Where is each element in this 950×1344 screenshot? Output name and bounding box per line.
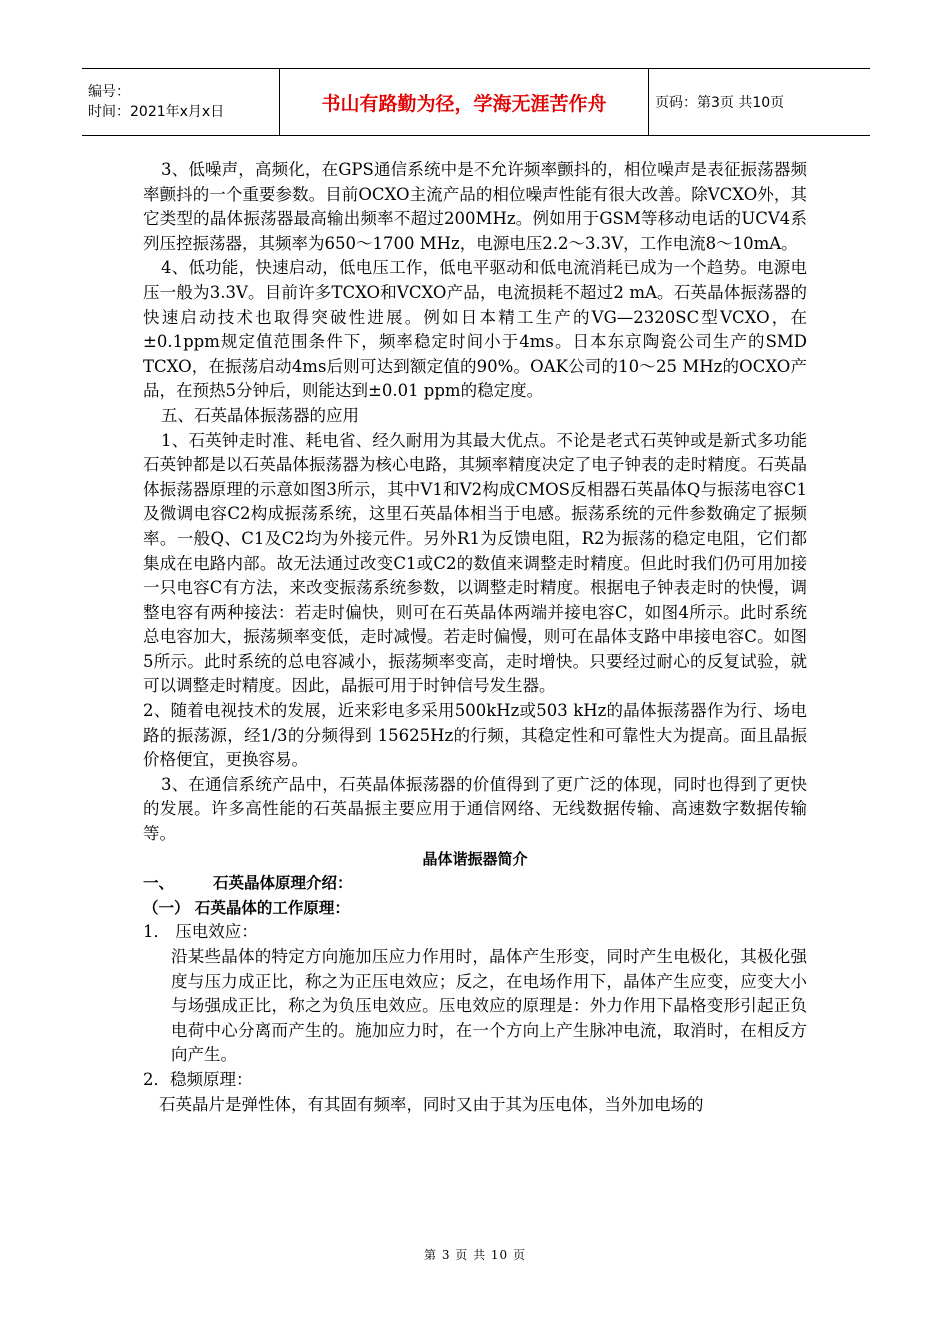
number-label: 编号：: [88, 84, 130, 100]
item-1-body: 沿某些晶体的特定方向施加压应力作用时，晶体产生形变，同时产生电极化，其极化强度与压力成正比，称之为正压电效应；反之，在电场作用下，晶体产生应变，应变大小与场强成正比，称之为负压电效应。压电效应的原理是：外力作用下晶格变形引起正负电荷中心分离而产生的。施加应力时，在一个方向上产生脉冲电流，取消时，在相反方向产生。: [171, 947, 807, 1065]
item-2-body: 石英晶片是弹性体，有其固有频率，同时又由于其为压电体，当外加电场的: [159, 1094, 704, 1114]
item-2-title: 2．稳频原理：: [143, 1069, 253, 1089]
header-table: [82, 68, 870, 136]
motto: 书山有路勤为径，学海无涯苦作舟: [280, 69, 649, 136]
paragraph: 4、低功能，快速启动，低电压工作，低电平驱动和低电流消耗已成为一个趋势。电源电压一般为3.3V。目前许多TCXO和VCXO产品，电流损耗不超过2 mA。石英晶体振荡器的快速启动技术也取得突破性进展。例如日本精工生产的VG—2320SC型VCXO，在±0.1ppm规定值范围条件下，频率稳定时间小于4ms。日本东京陶瓷公司生产的SMD TCXO，在振荡启动4ms后则可达到额定值的90%。OAK公司的10～25 MHz的OCXO产品，在预热5分钟后，则能达到±0.01 ppm的稳定度。: [143, 258, 807, 401]
time-label: 时间：2021年x月x日: [88, 104, 225, 120]
heading-1-number: 一、: [143, 874, 175, 893]
header-meta: [82, 69, 280, 136]
section-title: 晶体谐振器简介: [422, 849, 528, 868]
paragraph: 3、在通信系统产品中，石英晶体振荡器的价值得到了更广泛的体现，同时也得到了更快的发展。许多高性能的石英晶振主要应用于通信网络、无线数据传输、高速数字数据传输等。: [143, 774, 807, 844]
paragraph: 2、随着电视技术的发展，近来彩电多采用500kHz或503 kHz的晶体振荡器作为行、场电路的振荡源，经1/3的分频得到 15625Hz的行频，其稳定性和可靠性大为提高。面且晶振价格便宜，更换容易。: [143, 701, 807, 770]
item-1-title: 1． 压电效应：: [143, 922, 258, 942]
page-footer: 第 3 页 共 10 页: [424, 1248, 526, 1262]
document-body: [143, 158, 807, 1117]
heading-2: （一） 石英晶体的工作原理：: [143, 898, 350, 917]
paragraph: 1、石英钟走时准、耗电省、经久耐用为其最大优点。不论是老式石英钟或是新式多功能石英钟都是以石英晶体振荡器为核心电路，其频率精度决定了电子钟表的走时精度。石英晶体振荡器原理的示意如图3所示，其中V1和V2构成CMOS反相器石英晶体Q与振荡电容C1及微调电容C2构成振荡系统，这里石英晶体相当于电感。振荡系统的元件参数确定了振频率。一般Q、C1及C2均为外接元件。另外R1为反馈电阻，R2为振荡的稳定电阻，它们都集成在电路内部。故无法通过改变C1或C2的数值来调整走时精度。但此时我们仍可用加接一只电容C有方法，来改变振荡系统参数，以调整走时精度。根据电子钟表走时的快慢，调整电容有两种接法：若走时偏快，则可在石英晶体两端并接电容C，如图4所示。此时系统总电容加大，振荡频率变低，走时减慢。若走时偏慢，则可在晶体支路中串接电容C。如图5所示。此时系统的总电容减小，振荡频率变高，走时增快。只要经过耐心的反复试验，就可以调整走时精度。因此，晶振可用于时钟信号发生器。: [143, 430, 807, 696]
paragraph: 3、低噪声，高频化，在GPS通信系统中是不允许频率颤抖的，相位噪声是表征振荡器频率颤抖的一个重要参数。目前OCXO主流产品的相位噪声性能有很大改善。除VCXO外，其它类型的晶体振荡器最高输出频率不超过200MHz。例如用于GSM等移动电话的UCV4系列压控振荡器，其频率为650～1700 MHz，电源电压2.2～3.3V，工作电流8～10mA。: [143, 160, 807, 253]
section-heading: 五、石英晶体振荡器的应用: [161, 405, 359, 425]
page-info: 页码：第3页 共10页: [649, 69, 871, 136]
heading-1: [143, 871, 807, 896]
heading-1-text: 石英晶体原理介绍：: [213, 874, 353, 893]
